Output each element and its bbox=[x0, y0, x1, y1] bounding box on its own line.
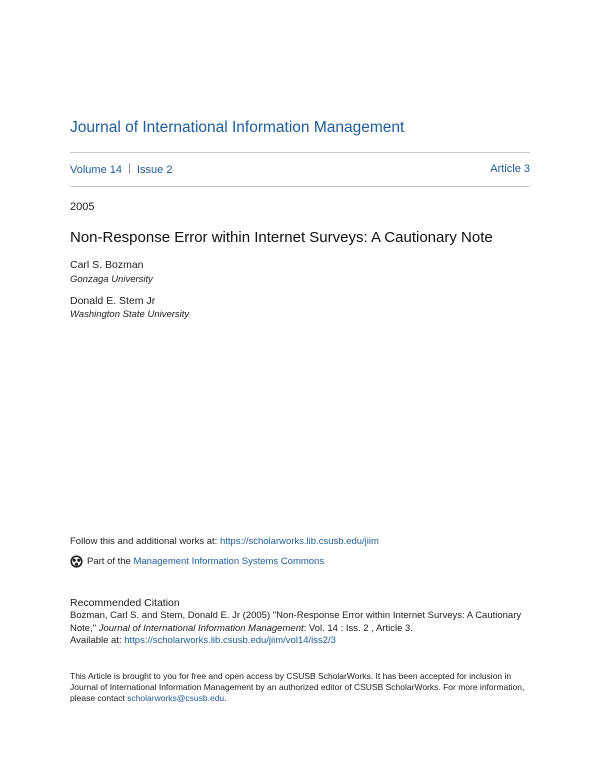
journal-title-link[interactable]: Journal of International Information Management bbox=[70, 119, 405, 136]
commons-network-icon bbox=[70, 555, 83, 568]
publication-year: 2005 bbox=[70, 201, 95, 213]
follow-line bbox=[70, 536, 379, 547]
commons-link[interactable]: Management Information Systems Commons bbox=[133, 556, 325, 567]
author-name: Carl S. Bozman bbox=[70, 259, 144, 271]
paper-title: Non-Response Error within Internet Surveys: A Cautionary Note bbox=[70, 229, 493, 246]
part-of-prefix: Part of the bbox=[87, 556, 131, 567]
issue-breadcrumb bbox=[70, 163, 172, 176]
author-affiliation: Gonzaga University bbox=[70, 274, 153, 285]
part-of-line bbox=[70, 555, 324, 568]
access-notice-end: . bbox=[224, 693, 227, 704]
recommended-citation-heading: Recommended Citation bbox=[70, 597, 180, 609]
breadcrumb-separator bbox=[129, 163, 130, 174]
available-prefix: Available at: bbox=[70, 635, 125, 646]
follow-prefix: Follow this and additional works at: bbox=[70, 536, 220, 547]
follow-url-link[interactable]: https://scholarworks.lib.csusb.edu/jiim bbox=[219, 536, 379, 547]
author-name: Donald E. Stem Jr bbox=[70, 295, 156, 307]
access-notice-text: This Article is brought to you for free and open access by CSUSB ScholarWorks. It has been accepted for inclusion in Journal of International Information Management by an authorized editor of CSUSB ScholarWorks. For more information, please contact bbox=[70, 671, 525, 704]
citation-url-link[interactable]: https://scholarworks.lib.csusb.edu/jiim/vol14/iss2/3 bbox=[124, 635, 336, 646]
citation-volume: : Vol. 14 : Iss. 2 , Article 3. bbox=[303, 622, 413, 634]
divider-bottom bbox=[70, 186, 530, 187]
contact-email-link[interactable]: scholarworks@csusb.edu bbox=[127, 693, 225, 704]
citation-journal: Journal of International Information Management bbox=[98, 622, 304, 634]
author-affiliation: Washington State University bbox=[70, 309, 190, 320]
citation-authors-title: Bozman, Carl S. and Stem, Donald E. Jr (2005) "Non-Response Error within Internet Surveys: A Cautionary Note," bbox=[70, 610, 522, 634]
article-link[interactable]: Article 3 bbox=[490, 163, 530, 175]
access-notice bbox=[70, 671, 540, 705]
issue-link[interactable]: Issue 2 bbox=[136, 164, 173, 176]
volume-link[interactable]: Volume 14 bbox=[70, 164, 122, 176]
citation-text bbox=[70, 610, 540, 648]
divider-top bbox=[70, 152, 530, 153]
